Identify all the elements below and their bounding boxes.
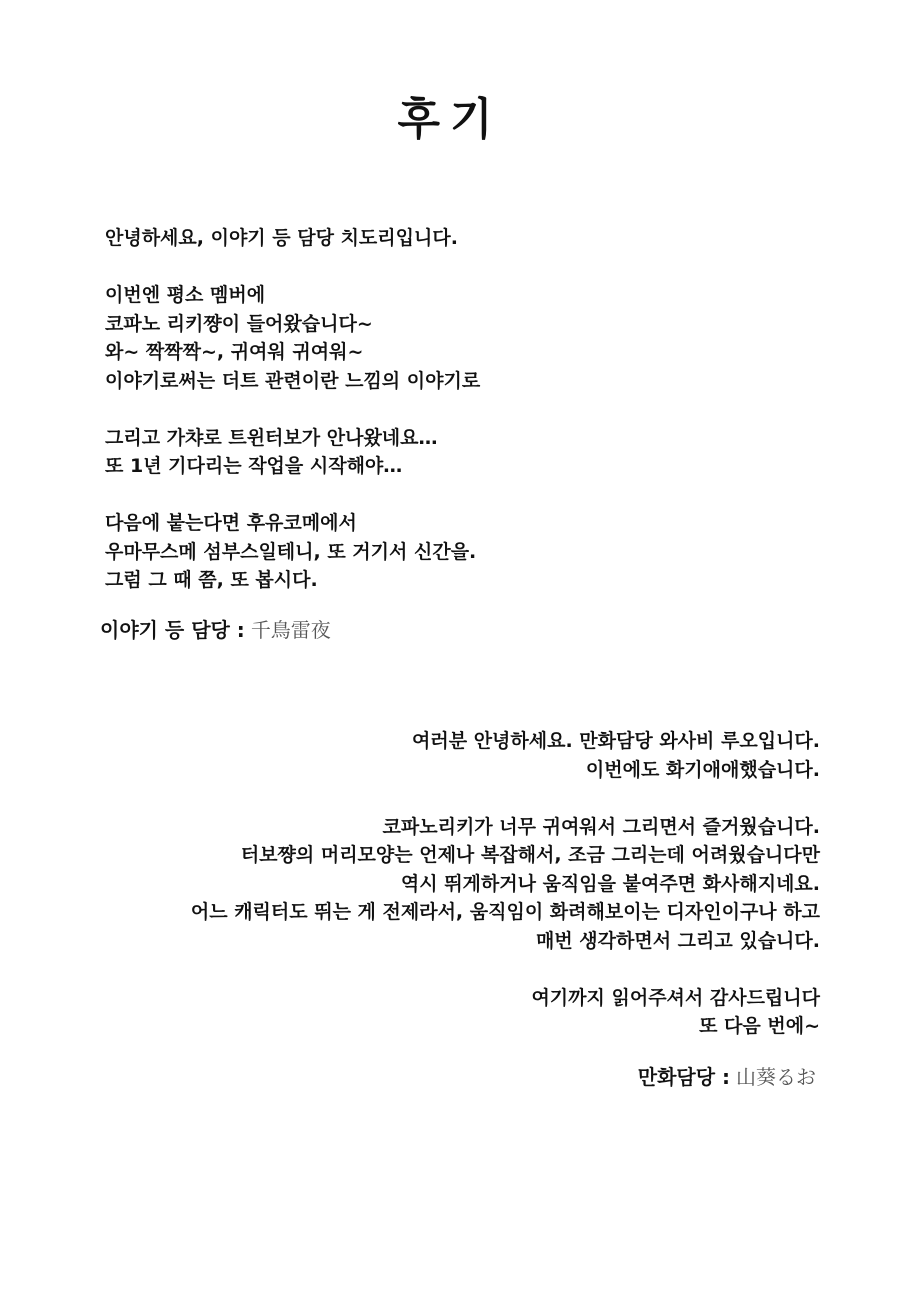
story-line: 안녕하세요, 이야기 등 담당 치도리입니다. [105, 227, 458, 249]
art-line: 매번 생각하면서 그리고 있습니다. [535, 929, 820, 952]
paragraph-gap [191, 955, 820, 984]
story-line: 와~ 짝짝짝~, 귀여워 귀여워~ [105, 341, 364, 363]
art-line: 어느 캐릭터도 뛰는 게 전제라서, 움직임이 화려해보이는 디자인이구나 하고 [190, 901, 820, 923]
story-signature-name: 千鳥雷夜 [250, 618, 331, 642]
story-afterword [105, 224, 480, 595]
story-line: 다음에 붙는다면 후유코메에서 [105, 512, 357, 534]
art-line: 터보쨩의 머리모양는 언제나 복잡해서, 조금 그리는데 어려웠습니다만 [240, 844, 820, 866]
story-line: 이야기로써는 더트 관련이란 느낌의 이야기로 [105, 369, 481, 392]
story-signature-label: 이야기 등 담당 : [100, 618, 245, 642]
art-line: 코파노리키가 너무 귀여워서 그리면서 즐거웠습니다. [382, 815, 820, 838]
paragraph-gap [105, 395, 480, 424]
paragraph-gap [191, 784, 820, 813]
story-line: 이번엔 평소 멤버에 [105, 284, 266, 306]
page-title: 후기 [397, 94, 503, 145]
paragraph-gap [105, 481, 480, 510]
art-line: 여러분 안녕하세요. 만화담당 와사비 루오입니다. [412, 730, 820, 752]
story-signature [100, 615, 331, 645]
art-signature-name: 山葵るお [736, 1065, 816, 1089]
art-line: 또 다음 번에~ [699, 1015, 820, 1037]
story-line: 우마무스메 섬부스일테니, 또 거기서 신간을. [105, 540, 477, 563]
art-line: 역시 뛰게하거나 움직임을 붙여주면 화사해지네요. [400, 872, 820, 895]
art-afterword [191, 727, 820, 1041]
art-line: 이번에도 화기애애했습니다. [585, 758, 820, 781]
art-signature-label: 만화담당 : [637, 1065, 730, 1089]
story-line: 그럼 그 때 쯤, 또 봅시다. [105, 569, 318, 591]
paragraph-gap [105, 253, 480, 282]
story-line: 코파노 리키쨩이 들어왔습니다~ [105, 312, 373, 335]
art-signature [638, 1062, 816, 1092]
story-line: 그리고 가챠로 트윈터보가 안나왔네요… [105, 426, 438, 449]
art-line: 여기까지 읽어주셔서 감사드립니다 [531, 986, 820, 1009]
story-line: 또 1년 기다리는 작업을 시작해야… [105, 455, 403, 477]
